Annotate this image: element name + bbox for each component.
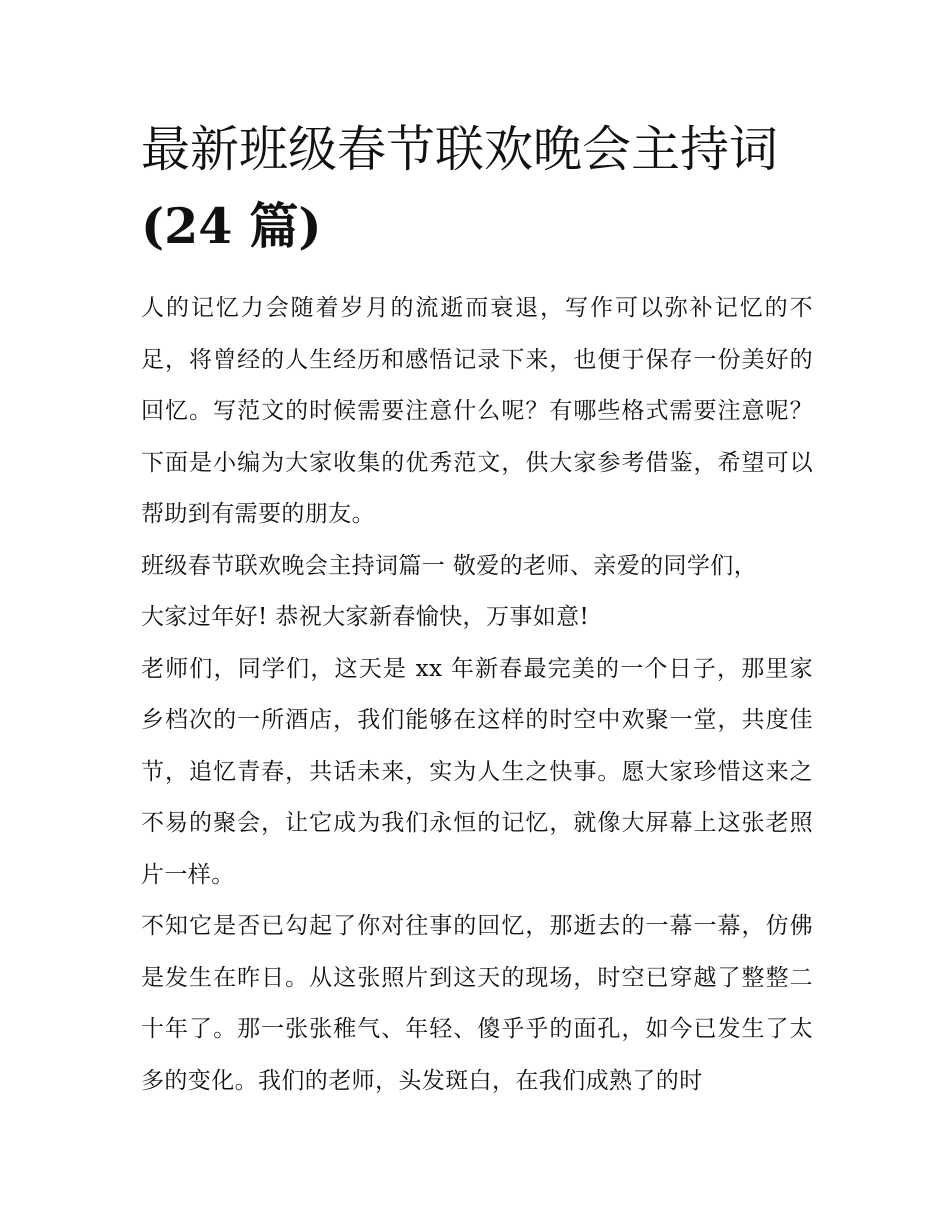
title-line-2: (24 篇) xyxy=(141,197,322,255)
title-line-1: 最新班级春节联欢晚会主持词 xyxy=(141,121,779,178)
body-paragraph: 老师们，同学们，这天是 xx 年新春最完美的一个日子，那里家乡档次的一所酒店，我们能够在这样的时空中欢聚一堂，共度佳节，追忆青春，共话未来，实为人生之快事。愿大家珍惜这来之不易的聚会，让它成为我们永恒的记忆，就像大屏幕上这张老照片一样。 xyxy=(141,655,813,888)
document-title xyxy=(141,112,813,265)
body-paragraph: 不知它是否已勾起了你对往事的回忆，那逝去的一幕一幕，仿佛是发生在昨日。从这张照片到这天的现场，时空已穿越了整整二十年了。那一张张稚气、年轻、傻乎乎的面孔，如今已发生了太多的变化。我们的老师，头发斑白，在我们成熟了的时 xyxy=(141,913,813,1094)
document-page xyxy=(141,112,813,1107)
section-heading-paragraph: 班级春节联欢晚会主持词篇一 敬爱的老师、亲爱的同学们， xyxy=(141,552,758,579)
intro-paragraph: 人的记忆力会随着岁月的流逝而衰退，写作可以弥补记忆的不足，将曾经的人生经历和感悟记录下来，也便于保存一份美好的回忆。写范文的时候需要注意什么呢？有哪些格式需要注意呢？下面是小编为大家收集的优秀范文，供大家参考借鉴，希望可以帮助到有需要的朋友。 xyxy=(141,295,813,527)
greeting-paragraph: 大家过年好! 恭祝大家新春愉快，万事如意! xyxy=(141,604,590,630)
